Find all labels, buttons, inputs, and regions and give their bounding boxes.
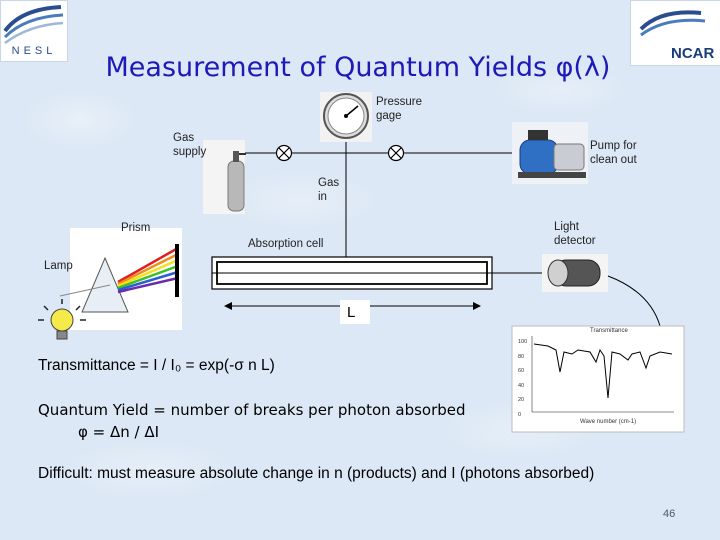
transmittance-equation: Transmittance = I / I₀ = exp(-σ n L) [38,357,275,374]
valve-left-icon [277,146,292,161]
length-label: L [347,304,356,321]
absorption-cell-label: Absorption cell [248,238,324,250]
slide-title-text: Measurement of Quantum Yields φ(λ) [105,52,611,83]
nesl-logo-text: NESL [11,45,57,57]
gas-cylinder-icon [203,140,246,214]
difficulty-text: Difficult: must measure absolute change in n (products) and I (photons absorbed) [38,465,595,482]
vacuum-pump-icon [512,122,588,184]
pressure-gage-label: Pressure gage [376,96,423,122]
quantum-yield-text: Quantum Yield = number of breaks per photon absorbed [38,401,466,419]
prism-icon [60,228,182,330]
detector-cable [608,276,660,326]
phi-equation: φ = Δn / ΔI [78,423,160,441]
spectrum-inset [512,326,684,432]
valve-right-icon [389,146,404,161]
pressure-gage-icon [320,92,372,142]
lamp-label: Lamp [44,260,73,272]
spectrum-inset-title: Transmittance [590,328,628,334]
spectrum-y-ticks: 100 80 60 40 20 0 [518,339,528,418]
gas-in-label: Gas in [318,177,340,203]
gas-supply-label: Gas supply [173,132,207,158]
pump-label: Pump for clean out [590,140,637,166]
light-detector-label: Light detector [554,221,596,247]
prism-label: Prism [121,222,151,234]
light-detector-icon [542,254,608,292]
page-number: 46 [663,508,676,520]
spectrum-xlabel: Wave number (cm-1) [580,419,637,425]
ncar-logo-text: NCAR [671,45,715,62]
